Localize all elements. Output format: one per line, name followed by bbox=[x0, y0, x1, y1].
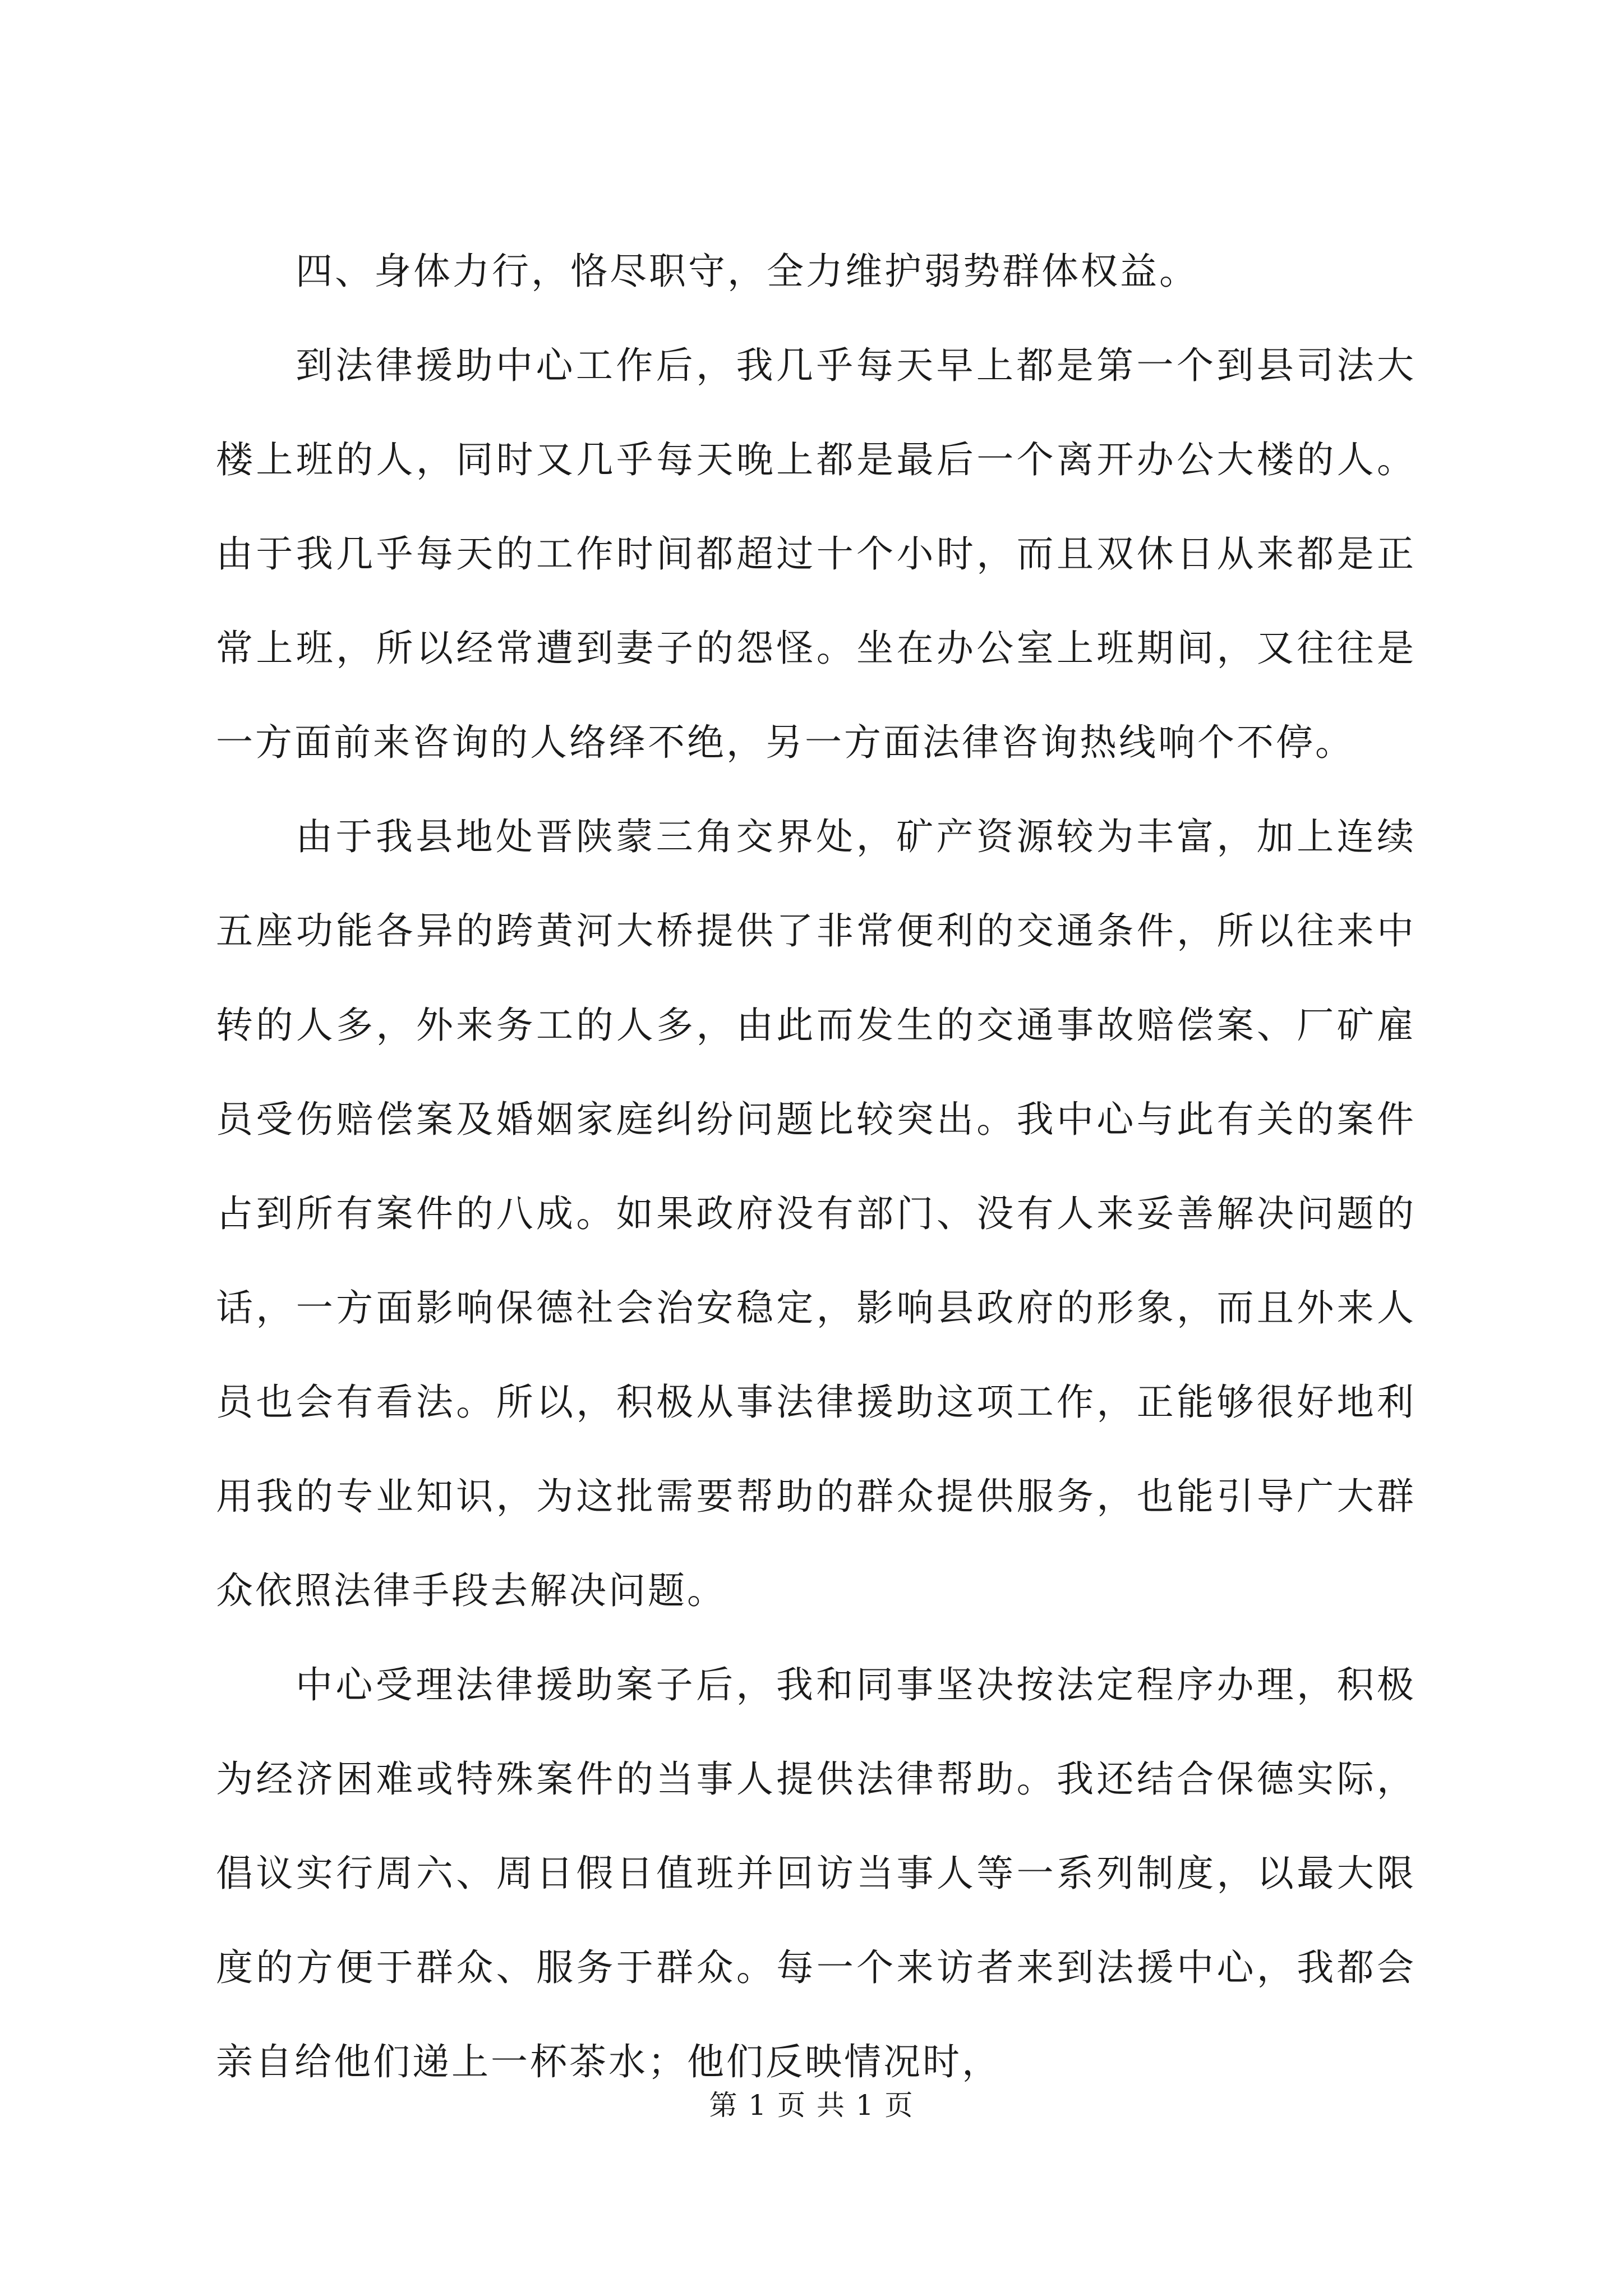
document-body bbox=[216, 224, 1416, 2109]
paragraph: 到法律援助中心工作后，我几乎每天早上都是第一个到县司法大楼上班的人，同时又几乎每天晚上都是最后一个离开办公大楼的人。由于我几乎每天的工作时间都超过十个小时，而且双休日从来都是正常上班，所以经常遭到妻子的怨怪。坐在办公室上班期间，又往往是一方面前来咨询的人络绎不绝，另一方面法律咨询热线响个不停。 bbox=[216, 344, 1416, 764]
paragraph: 由于我县地处晋陕蒙三角交界处，矿产资源较为丰富，加上连续五座功能各异的跨黄河大桥提供了非常便利的交通条件，所以往来中转的人多，外来务工的人多，由此而发生的交通事故赔偿案、厂矿雇员受伤赔偿案及婚姻家庭纠纷问题比较突出。我中心与此有关的案件占到所有案件的八成。如果政府没有部门、没有人来妥善解决问题的话，一方面影响保德社会治安稳定，影响县政府的形象，而且外来人员也会有看法。所以，积极从事法律援助这项工作，正能够很好地利用我的专业知识，为这批需要帮助的群众提供服务，也能引导广大群众依照法律手段去解决问题。 bbox=[216, 815, 1416, 1612]
page-footer: 第 1 页 共 1 页 bbox=[709, 2089, 914, 2122]
paragraph: 中心受理法律援助案子后，我和同事坚决按法定程序办理，积极为经济困难或特殊案件的当事人提供法律帮助。我还结合保德实际，倡议实行周六、周日假日值班并回访当事人等一系列制度，以最大限度的方便于群众、服务于群众。每一个来访者来到法援中心，我都会亲自给他们递上一杯茶水；他们反映情况时， bbox=[216, 1663, 1416, 2083]
paragraph-heading: 四、身体力行，恪尽职守，全力维护弱势群体权益。 bbox=[296, 250, 1198, 293]
